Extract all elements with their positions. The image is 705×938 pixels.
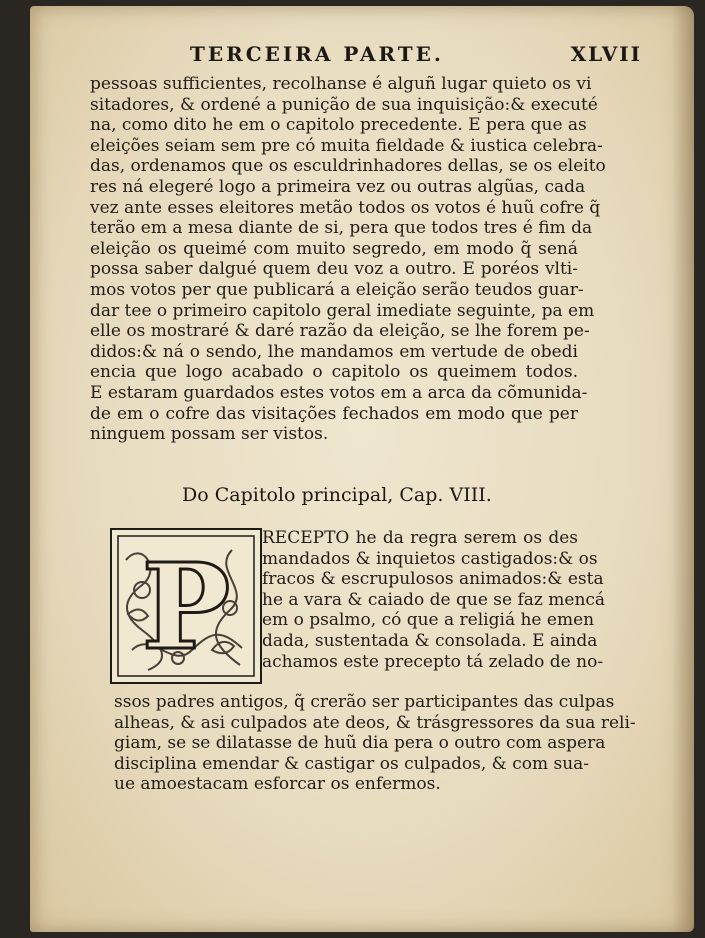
floral-initial-ornament xyxy=(112,530,260,682)
text-line: de em o cofre das visitações fechados em modo que per xyxy=(90,403,578,424)
text-line: terão em a mesa diante de si, pera que todos tres é fim da xyxy=(90,218,593,239)
text-line: sitadores, & ordené a punição de sua inquisição:& executé xyxy=(90,94,598,115)
text-line: ssos padres antigos, q̃ crerão ser participantes das culpas xyxy=(114,692,615,712)
running-head: TERCEIRA PARTE. xyxy=(190,42,444,66)
text-line: E estaram guardados estes votos em a arca da cõmunida- xyxy=(90,382,588,403)
body-paragraph xyxy=(90,74,606,445)
text-line: ue amoestacam esforcar os enfermos. xyxy=(114,774,441,795)
text-line: mandados & inquietos castigados:& os xyxy=(262,548,598,569)
text-line: eleição os queimé com muito segredo, em modo q̃ sená xyxy=(90,238,578,259)
text-line: possa saber dalgué quem deu voz a outro. E poréos vlti- xyxy=(90,259,578,280)
chapter-paragraph-intro xyxy=(262,528,606,672)
chapter-heading: Do Capitolo principal, Cap. VIII. xyxy=(182,484,492,506)
text-line: RECEPTO he da regra serem os des xyxy=(262,528,578,548)
text-line: pessoas sufficientes, recolhanse é alguñ lugar quieto os vi xyxy=(90,74,592,94)
book-page xyxy=(30,6,694,932)
text-line: disciplina emendar & castigar os culpados, & com sua- xyxy=(114,753,590,774)
text-line: na, como dito he em o capitolo precedente. E pera que as xyxy=(90,115,587,136)
text-line: ninguem possam ser vistos. xyxy=(90,424,329,445)
text-line: achamos este precepto tá zelado de no- xyxy=(262,651,604,672)
decorated-initial xyxy=(110,528,262,684)
text-line: dar tee o primeiro capitolo geral imediate seguinte, pa em xyxy=(90,300,595,321)
folio-number: XLVII xyxy=(570,42,642,66)
text-line: eleições seiam sem pre có muita fieldade & iustica celebra- xyxy=(90,135,603,156)
text-line: fracos & escrupulosos animados:& esta xyxy=(262,569,604,590)
initial-letter: P xyxy=(141,537,231,676)
text-line: encia que logo acabado o capitolo os queimem todos. xyxy=(90,362,578,383)
text-line: dada, sustentada & consolada. E ainda xyxy=(262,630,598,651)
text-line: mos votos per que publicará a eleição serão teudos guar- xyxy=(90,279,584,300)
text-line: giam, se se dilatasse de huũ dia pera o outro com aspera xyxy=(114,733,606,754)
text-line: elle os mostraré & daré razão da eleição, se lhe forem pe- xyxy=(90,321,590,342)
page-header xyxy=(30,42,694,72)
text-line: he a vara & caiado de que se faz mencá xyxy=(262,589,606,610)
text-line: das, ordenamos que os esculdrinhadores dellas, se os eleito xyxy=(90,156,606,177)
text-line: vez ante esses eleitores metão todos os votos é huũ cofre q̃ xyxy=(90,197,601,218)
chapter-paragraph-continued xyxy=(114,692,636,795)
text-line: res ná elegeré logo a primeira vez ou outras algũas, cada xyxy=(90,176,586,197)
text-line: alheas, & asi culpados ate deos, & trásgressores da sua reli- xyxy=(114,712,636,733)
text-line: em o psalmo, có que a religiá he emen xyxy=(262,610,595,631)
text-line: didos:& ná o sendo, lhe mandamos em vertude de obedi xyxy=(90,341,578,362)
